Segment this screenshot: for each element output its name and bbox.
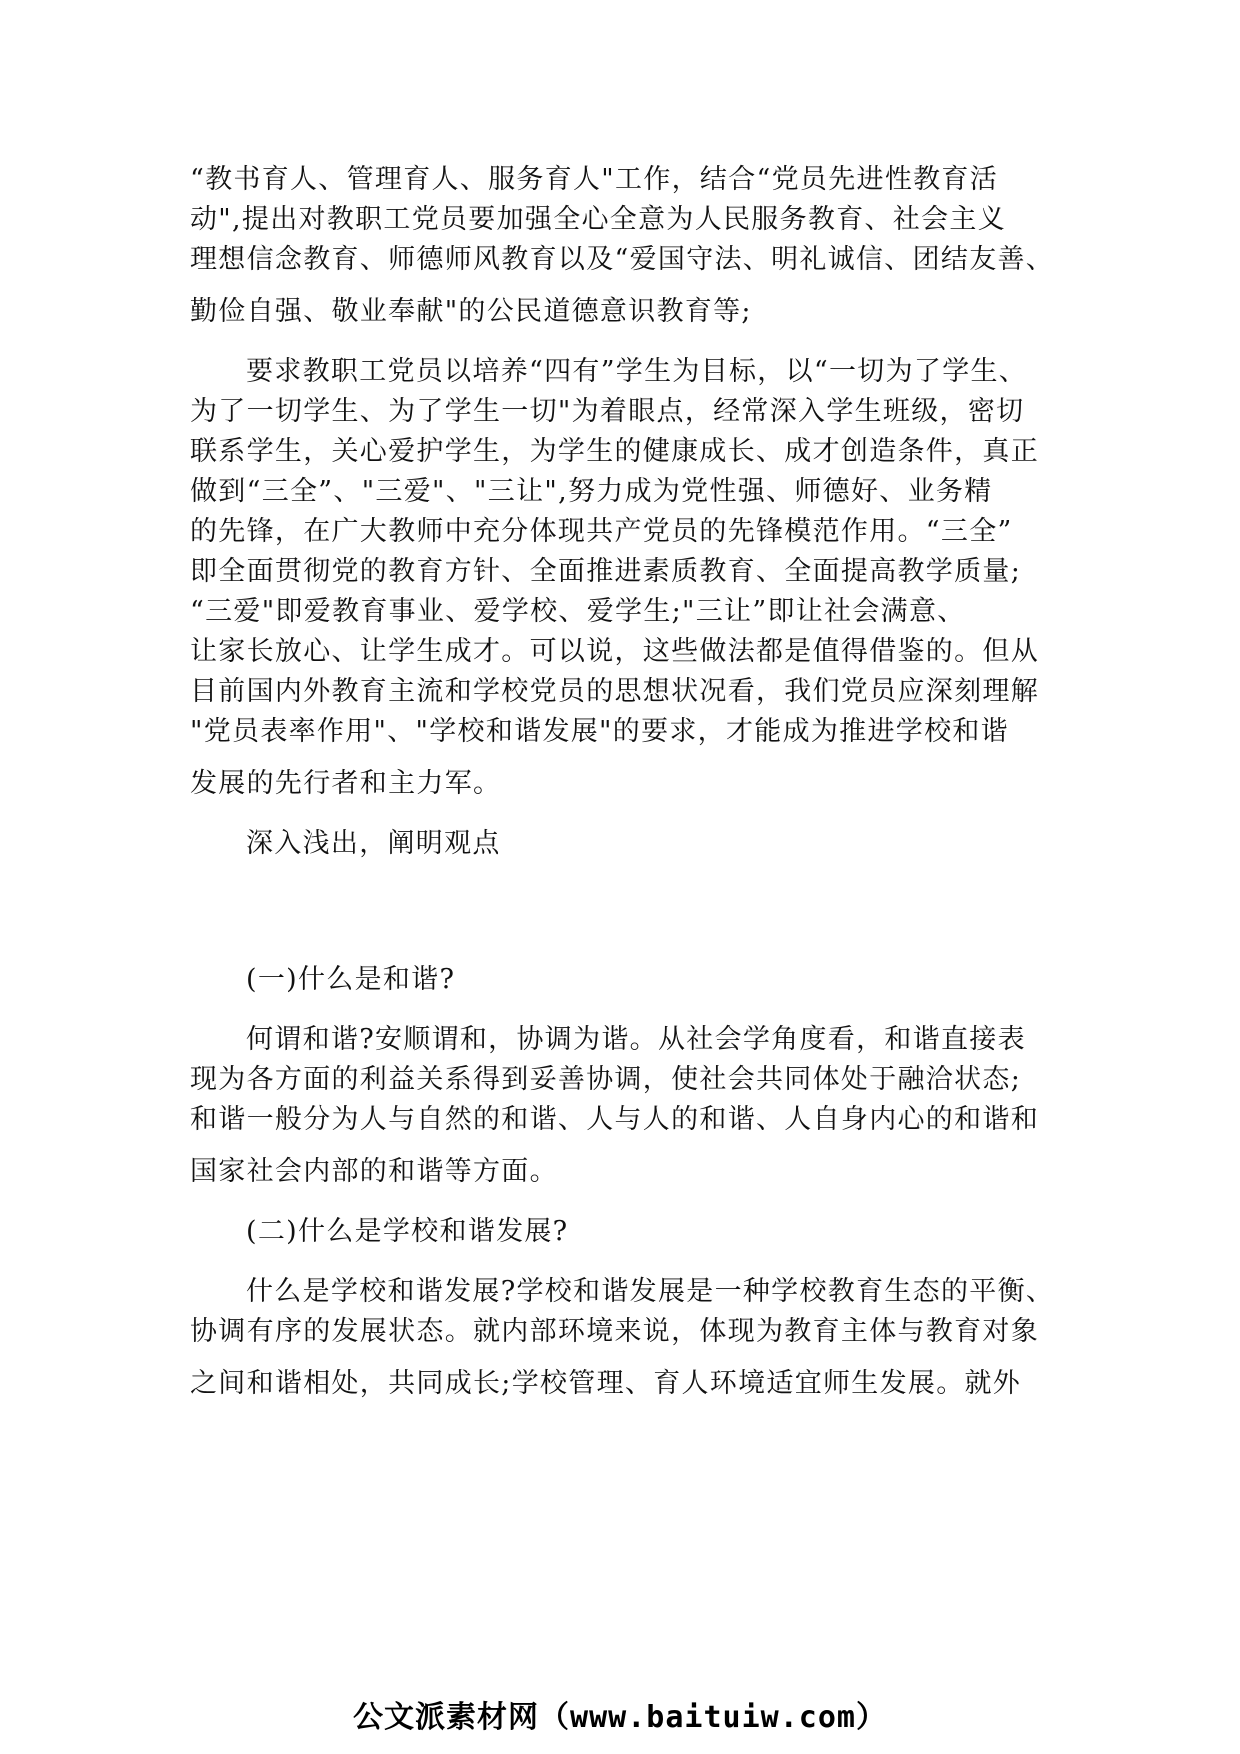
footer-watermark: 公文派素材网（www.baituiw.com） (353, 1700, 887, 1735)
heading-text: (一)什么是和谐? (246, 964, 456, 995)
document-body (190, 160, 1065, 1404)
text-line: 联系学生，关心爱护学生，为学生的健康成长、成才创造条件，真正 (190, 436, 1039, 467)
paragraph-2 (190, 352, 1065, 804)
text-line: 做到“三全”、"三爱"、"三让",努力成为党性强、师德好、业务精 (190, 476, 993, 507)
text-line: “教书育人、管理育人、服务育人"工作，结合“党员先进性教育活 (190, 164, 999, 195)
paragraph-3 (190, 1020, 1065, 1192)
text-line: 发展的先行者和主力军。 (190, 768, 502, 799)
heading-text: 深入浅出，阐明观点 (246, 828, 501, 859)
paragraph-4 (190, 1272, 1065, 1404)
text-line: 动",提出对教职工党员要加强全心全意为人民服务教育、社会主义 (190, 204, 1006, 235)
text-line: 现为各方面的利益关系得到妥善协调，使社会共同体处于融洽状态; (190, 1064, 1022, 1095)
heading-text: (二)什么是学校和谐发展? (246, 1216, 569, 1247)
subsection-heading-2 (190, 1212, 1065, 1252)
text-line: 勤俭自强、敬业奉献"的公民道德意识教育等; (190, 296, 752, 327)
text-line: “三爱"即爱教育事业、爱学校、爱学生;"三让”即让社会满意、 (190, 596, 966, 627)
text-line: 即全面贯彻党的教育方针、全面推进素质教育、全面提高教学质量; (190, 556, 1022, 587)
text-line: 目前国内外教育主流和学校党员的思想状况看，我们党员应深刻理解 (190, 676, 1039, 707)
text-line: 理想信念教育、师德师风教育以及“爱国守法、明礼诚信、团结友善、 (190, 244, 1055, 275)
section-heading (190, 824, 1065, 864)
text-line: 的先锋，在广大教师中充分体现共产党员的先锋模范作用。“三全” (190, 516, 1013, 547)
text-line: "党员表率作用"、"学校和谐发展"的要求，才能成为推进学校和谐 (190, 716, 1009, 747)
text-line: 之间和谐相处，共同成长;学校管理、育人环境适宜师生发展。就外 (190, 1368, 1022, 1399)
paragraph-1 (190, 160, 1065, 332)
text-line: 要求教职工党员以培养“四有”学生为目标，以“一切为了学生、 (246, 356, 1028, 387)
text-line: 和谐一般分为人与自然的和谐、人与人的和谐、人自身内心的和谐和 (190, 1104, 1039, 1135)
text-line: 国家社会内部的和谐等方面。 (190, 1156, 558, 1187)
text-line: 为了一切学生、为了学生一切"为着眼点，经常深入学生班级，密切 (190, 396, 1025, 427)
text-line: 让家长放心、让学生成才。可以说，这些做法都是值得借鉴的。但从 (190, 636, 1039, 667)
text-line: 什么是学校和谐发展?学校和谐发展是一种学校教育生态的平衡、 (246, 1276, 1055, 1307)
text-line: 何谓和谐?安顺谓和，协调为谐。从社会学角度看，和谐直接表 (246, 1024, 1026, 1055)
subsection-heading-1 (190, 960, 1065, 1000)
text-line: 协调有序的发展状态。就内部环境来说，体现为教育主体与教育对象 (190, 1316, 1039, 1347)
